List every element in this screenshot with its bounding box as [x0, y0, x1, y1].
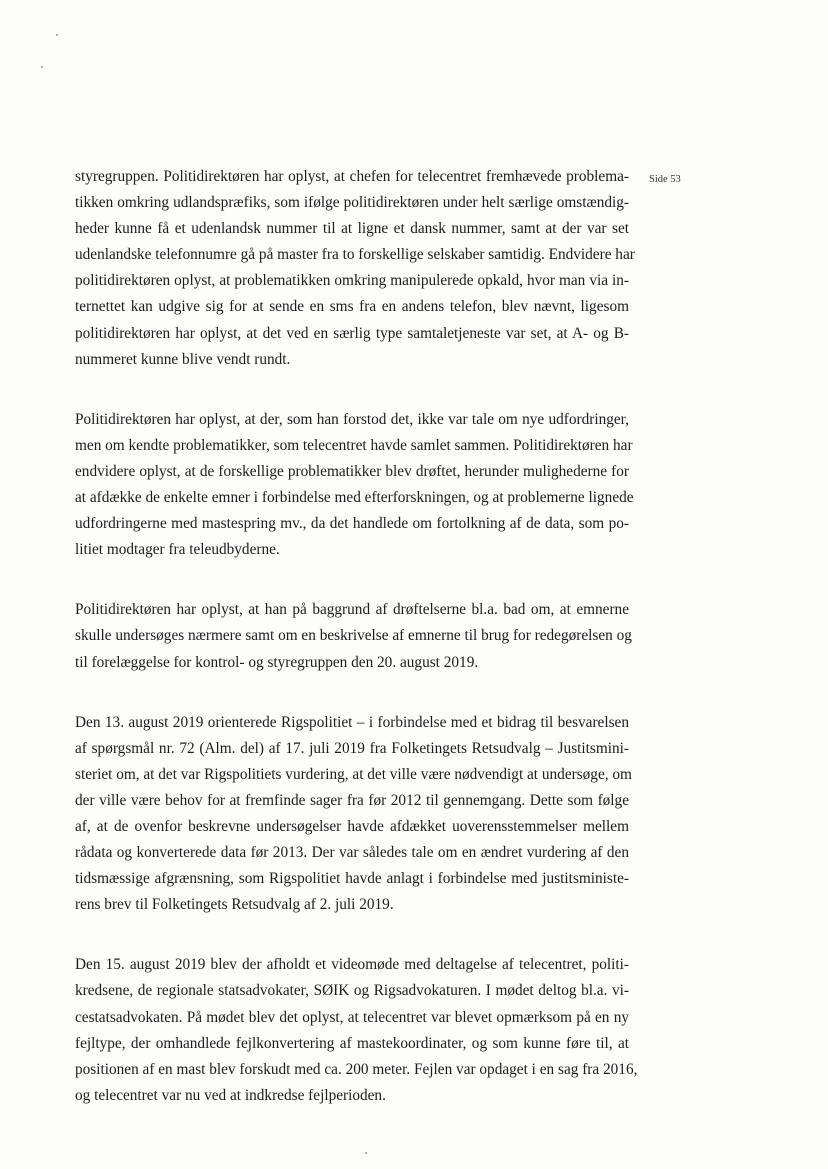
text-line: steriet om, at det var Rigspolitiets vurdering, at det ville være nødvendigt at undersøge, om: [75, 765, 632, 783]
paragraph-1: [75, 164, 635, 373]
text-line: at afdække de enkelte emner i forbindelse med efterforskningen, og at problemerne lignede: [75, 489, 634, 507]
text-line: ternettet kan udgive sig for at sende en sms fra en andens telefon, blev nævnt, ligesom: [75, 298, 629, 316]
text-line: fejltype, der omhandlede fejlkonvertering af mastekoordinater, og som kunne føre til, at: [75, 1034, 629, 1052]
text-line: men om kendte problematikker, som telecentret havde samlet sammen. Politidirektøren har: [75, 436, 633, 454]
text-line: udfordringerne med mastespring mv., da det handlede om fortolkning af de data, som po-: [75, 515, 629, 533]
text-line: kredsene, de regionale statsadvokater, SØIK og Rigsadvokaturen. I mødet deltog bl.a. vi-: [75, 982, 629, 1000]
text-line: og telecentret var nu ved at indkredse fejlperioden.: [75, 1086, 386, 1104]
text-line: af, at de ovenfor beskrevne undersøgelser havde afdækket uoverensstemmelser mellem: [75, 817, 629, 835]
text-line: tikken omkring udlandspræfiks, som ifølge politidirektøren under helt særlige omstændig-: [75, 194, 629, 212]
text-line: Politidirektøren har oplyst, at han på baggrund af drøftelserne bl.a. bad om, at emnerne: [75, 601, 629, 619]
text-line: Den 13. august 2019 orienterede Rigspolitiet – i forbindelse med et bidrag til besvarelsen: [75, 713, 629, 731]
text-line: af spørgsmål nr. 72 (Alm. del) af 17. juli 2019 fra Folketingets Retsudvalg – Justitsmini-: [75, 739, 629, 757]
text-line: skulle undersøges nærmere samt om en beskrivelse af emnerne til brug for redegørelsen og: [75, 627, 632, 645]
text-line: styregruppen. Politidirektøren har oplyst, at chefen for telecentret fremhævede problema-: [75, 168, 629, 185]
scan-speck: [56, 34, 58, 36]
text-line: heder kunne få et udenlandsk nummer til at ligne et dansk nummer, samt at der var set: [75, 220, 629, 238]
page-number-label: Side 53: [649, 174, 681, 185]
text-line: rens brev til Folketingets Retsudvalg af 2. juli 2019.: [75, 896, 394, 914]
text-line: til forelæggelse for kontrol- og styregruppen den 20. august 2019.: [75, 653, 479, 671]
text-line: Politidirektøren har oplyst, at der, som han forstod det, ikke var tale om nye udfordringer,: [75, 410, 629, 428]
paragraph-3: [75, 597, 632, 675]
document-body: [75, 164, 638, 1143]
text-line: der ville være behov for at fremfinde sager fra før 2012 til gennemgang. Dette som følge: [75, 791, 629, 809]
text-line: rådata og konverterede data før 2013. Der var således tale om en ændret vurdering af den: [75, 844, 629, 862]
text-line: tidsmæssige afgrænsning, som Rigspolitiet havde anlagt i forbindelse med justitsministe-: [75, 870, 629, 888]
text-line: politidirektøren har oplyst, at det ved en særlig type samtaletjeneste var set, at A- og B-: [75, 324, 629, 342]
text-line: endvidere oplyst, at de forskellige problematikker blev drøftet, herunder mulighederne for: [75, 462, 629, 480]
text-line: Den 15. august 2019 blev der afholdt et videomøde med deltagelse af telecentret, politi-: [75, 956, 629, 974]
text-line: positionen af en mast blev forskudt med ca. 200 meter. Fejlen var opdaget i en sag fra 2016,: [75, 1060, 638, 1078]
paragraph-4: [75, 710, 632, 919]
text-line: nummeret kunne blive vendt rundt.: [75, 350, 291, 368]
text-line: litiet modtager fra teleudbyderne.: [75, 541, 280, 559]
scan-speck: [365, 1152, 367, 1154]
text-line: cestatsadvokaten. På mødet blev det oplyst, at telecentret var blevet opmærksom på en ny: [75, 1008, 629, 1026]
paragraph-2: [75, 407, 634, 564]
text-line: politidirektøren oplyst, at problematikken omkring manipulerede opkald, hvor man via in-: [75, 272, 629, 290]
paragraph-5: [75, 952, 638, 1109]
scan-speck: [41, 66, 43, 68]
text-line: udenlandske telefonnumre gå på master fra to forskellige selskaber samtidig. Endvidere har: [75, 246, 635, 264]
